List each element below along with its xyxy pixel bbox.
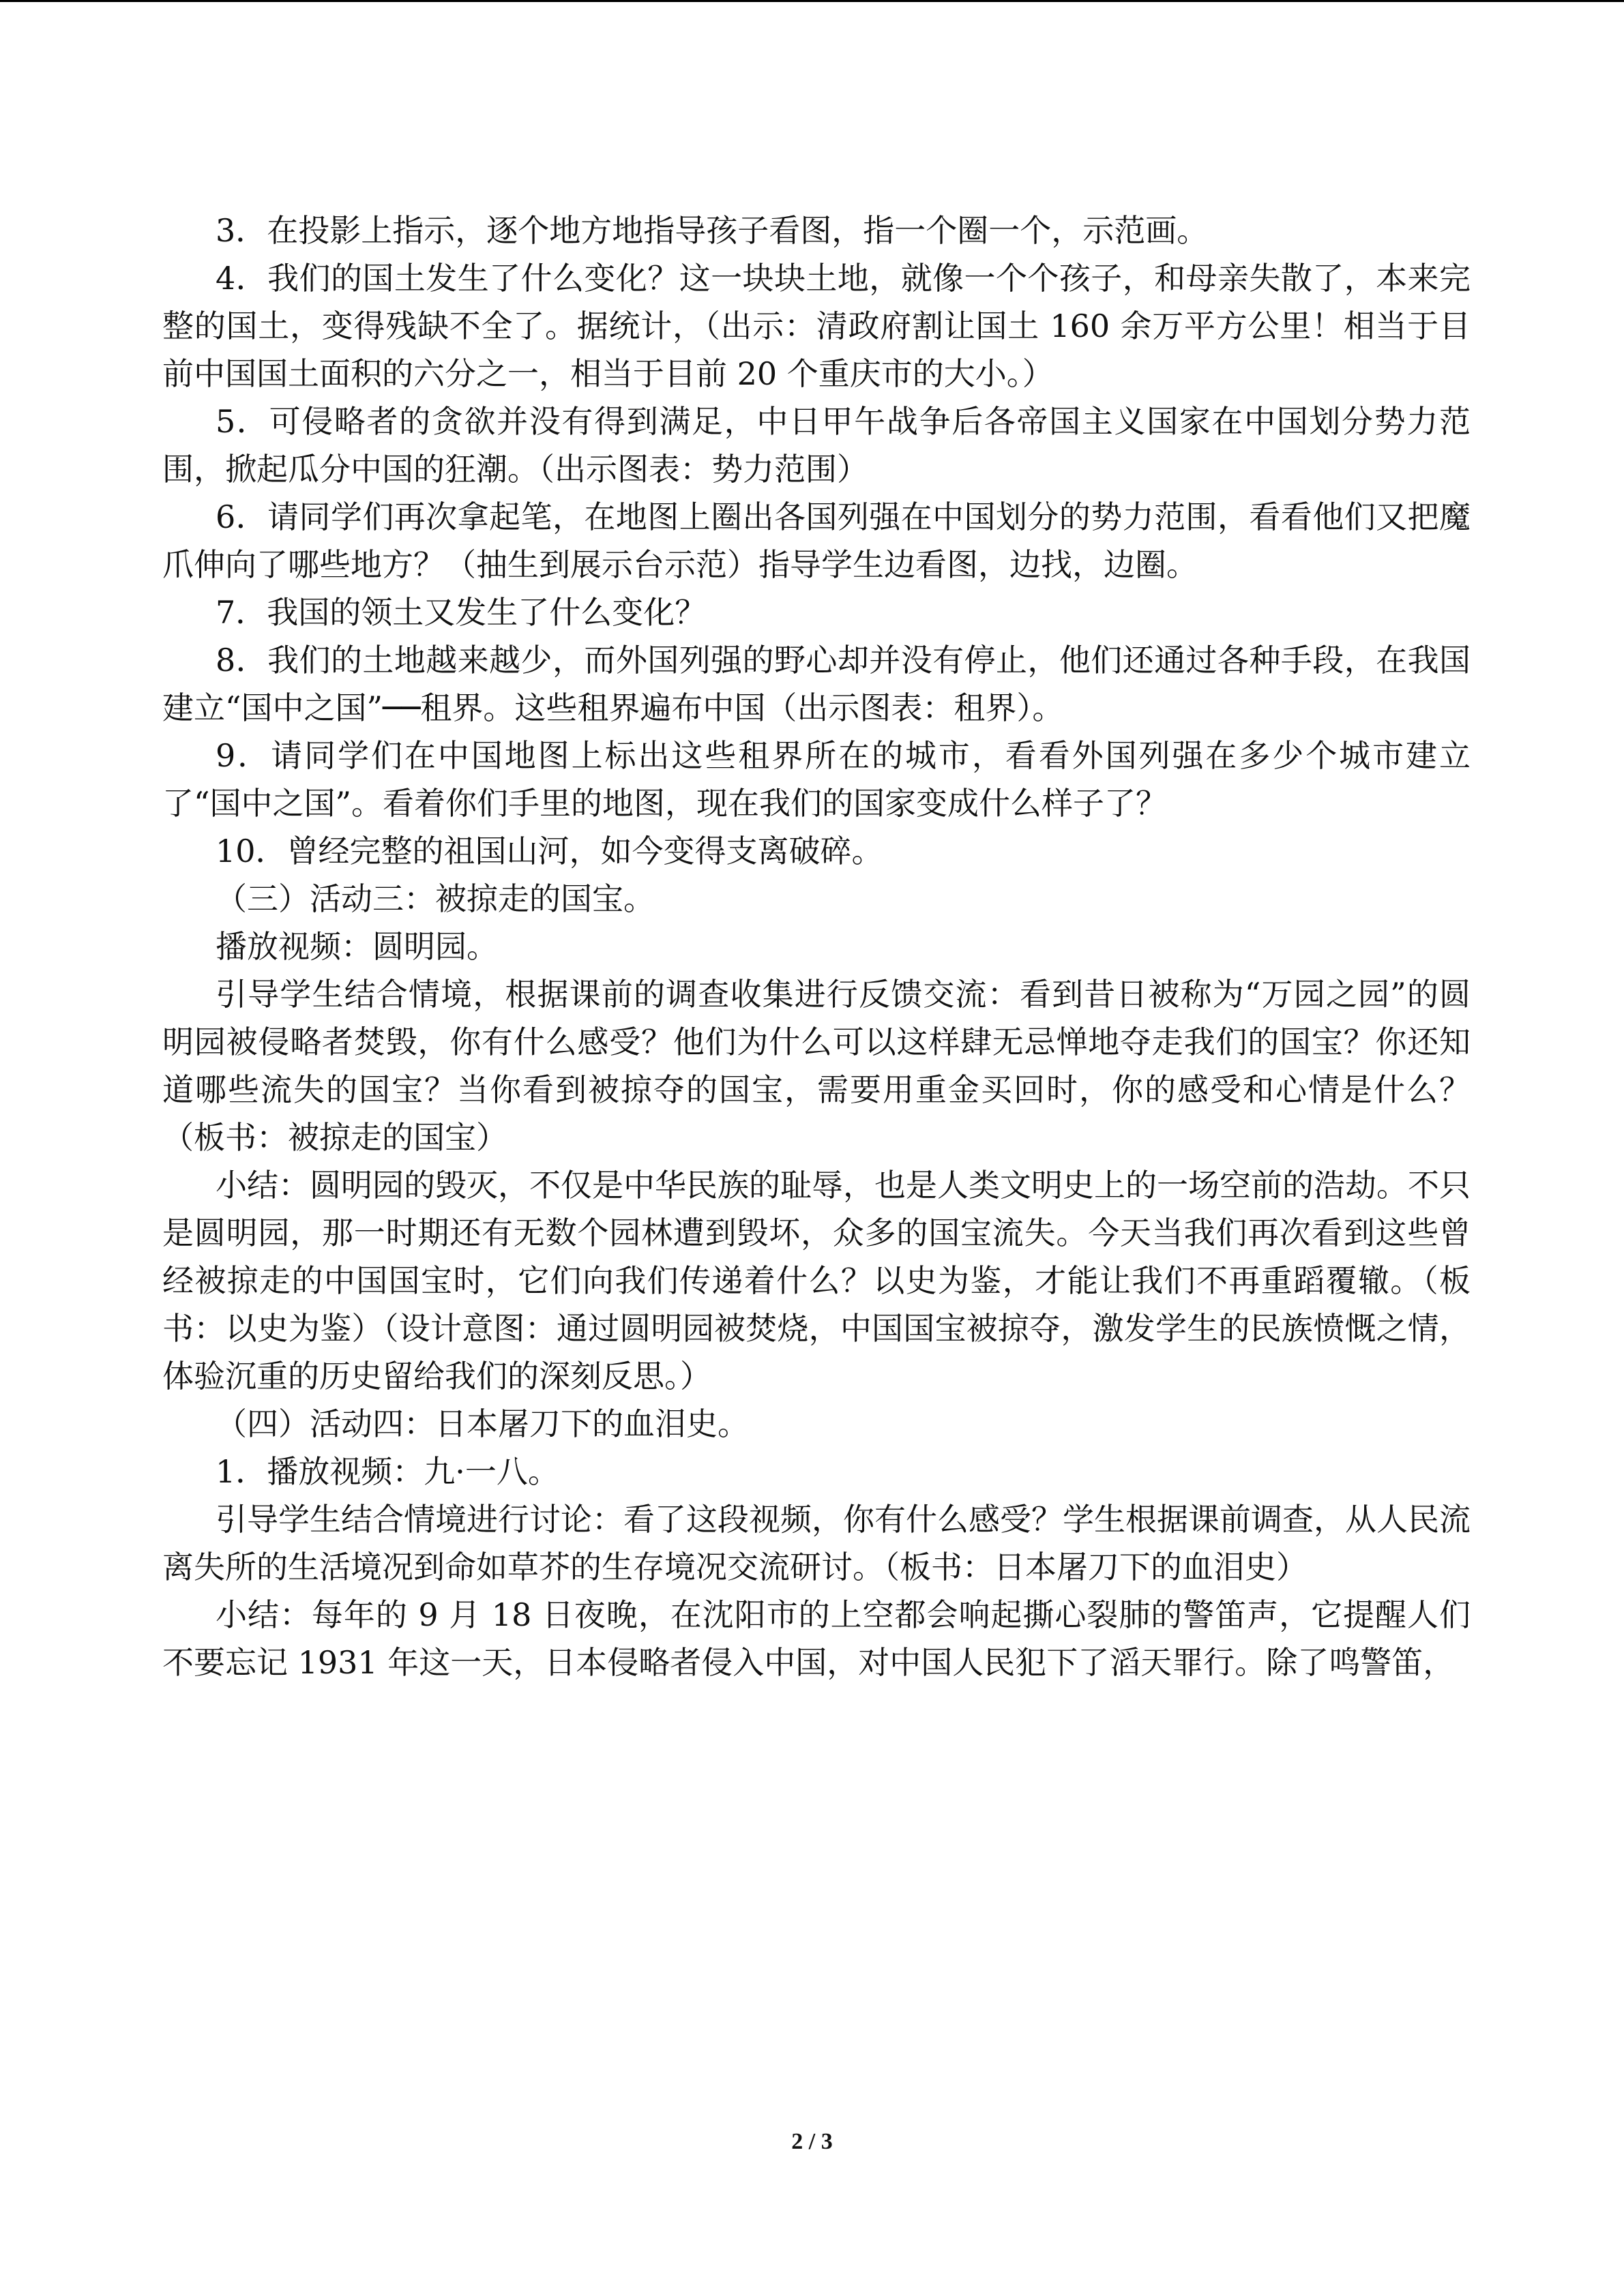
paragraph-step-10: 10．曾经完整的祖国山河，如今变得支离破碎。 xyxy=(216,833,883,869)
paragraph-guide-discussion-918: 引导学生结合情境进行讨论：看了这段视频，你有什么感受？学生根据课前调查，从人民流离失所的生活境况到命如草芥的生存境况交流研讨。（板书：日本屠刀下的血泪史） xyxy=(162,1501,1471,1585)
paragraph-step-7: 7．我国的领土又发生了什么变化？ xyxy=(216,594,707,631)
paragraph-summary-yuanmingyuan: 小结：圆明园的毁灭，不仅是中华民族的耻辱，也是人类文明史上的一场空前的浩劫。不只是圆明园，那一时期还有无数个园林遭到毁坏，众多的国宝流失。今天当我们再次看到这些曾经被掠走的中国国宝时，它们向我们传递着什么？以史为鉴，才能让我们不再重蹈覆辙。（板书：以史为鉴）（设计意图：通过圆明园被焚烧，中国国宝被掠夺，激发学生的民族愤慨之情，体验沉重的历史留给我们的深刻反思。） xyxy=(162,1167,1471,1395)
top-border-line xyxy=(0,0,1624,2)
paragraph-step-4: 4．我们的国土发生了什么变化？这一块块土地，就像一个个孩子，和母亲失散了，本来完整的国土，变得残缺不全了。据统计，（出示：清政府割让国土 160 余万平方公里！相当于目前中国国土面积的六分之一，相当于目前 20 个重庆市的大小。） xyxy=(162,260,1471,392)
section-heading-activity-3: （三）活动三：被掠走的国宝。 xyxy=(216,880,655,917)
paragraph-step-5: 5．可侵略者的贪欲并没有得到满足，中日甲午战争后各帝国主义国家在中国划分势力范围，掀起瓜分中国的狂潮。（出示图表：势力范围） xyxy=(162,403,1471,488)
paragraph-step-6: 6．请同学们再次拿起笔，在地图上圈出各国列强在中国划分的势力范围，看看他们又把魔爪伸向了哪些地方？（抽生到展示台示范）指导学生边看图，边找，边圈。 xyxy=(162,498,1471,583)
page-number: 2 / 3 xyxy=(791,2129,833,2154)
section-heading-activity-4: （四）活动四：日本屠刀下的血泪史。 xyxy=(216,1405,749,1442)
paragraph-step-9: 9．请同学们在中国地图上标出这些租界所在的城市，看看外国列强在多少个城市建立了“国中之国”。看着你们手里的地图，现在我们的国家变成什么样子了？ xyxy=(162,737,1471,822)
paragraph-video-918: 1．播放视频：九·一八。 xyxy=(216,1453,559,1490)
paragraph-step-3: 3．在投影上指示，逐个地方地指导孩子看图，指一个圈一个，示范画。 xyxy=(216,212,1209,249)
document-body xyxy=(162,207,1471,1686)
paragraph-guide-discussion: 引导学生结合情境，根据课前的调查收集进行反馈交流：看到昔日被称为“万园之园”的圆明园被侵略者焚毁，你有什么感受？他们为什么可以这样肆无忌惮地夺走我们的国宝？你还知道哪些流失的国宝？当你看到被掠夺的国宝，需要用重金买回时，你的感受和心情是什么？（板书：被掠走的国宝） xyxy=(162,976,1471,1156)
paragraph-summary-918: 小结：每年的 9 月 18 日夜晚，在沈阳市的上空都会响起撕心裂肺的警笛声，它提醒人们不要忘记 1931 年这一天，日本侵略者侵入中国，对中国人民犯下了滔天罪行。除了鸣警笛， xyxy=(162,1596,1471,1681)
paragraph-step-8: 8．我们的土地越来越少，而外国列强的野心却并没有停止，他们还通过各种手段，在我国建立“国中之国”──租界。这些租界遍布中国（出示图表：租界）。 xyxy=(162,642,1471,726)
paragraph-video-yuanmingyuan: 播放视频：圆明园。 xyxy=(216,928,498,965)
